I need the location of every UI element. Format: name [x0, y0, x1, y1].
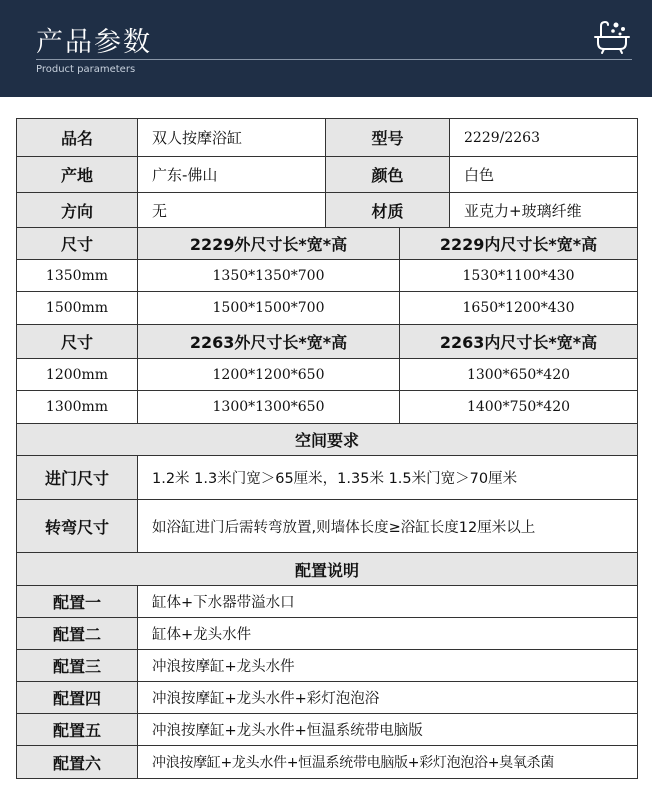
table-row	[17, 746, 637, 779]
header-cell: 尺寸	[17, 325, 138, 358]
header-cell: 2263内尺寸长*宽*高	[439, 333, 598, 352]
value-cell: 冲浪按摩缸+龙头水件	[152, 659, 295, 675]
label-cell: 品名	[17, 119, 138, 156]
value-cell: 双人按摩浴缸	[138, 119, 326, 156]
value-cell: 如浴缸进门后需转弯放置,则墙体长度≥浴缸长度12厘米以上	[152, 519, 536, 536]
label-cell: 进门尺寸	[17, 456, 138, 499]
label-cell: 配置五	[17, 714, 138, 745]
basic-info-table	[16, 118, 638, 228]
label-cell: 配置二	[17, 618, 138, 649]
table-row	[17, 119, 637, 157]
value-cell: 广东-佛山	[138, 157, 326, 192]
value-cell: 冲浪按摩缸+龙头水件+彩灯泡泡浴	[152, 691, 380, 707]
header-divider	[36, 59, 632, 60]
value-cell: 冲浪按摩缸+龙头水件+恒温系统带电脑版+彩灯泡泡浴+臭氧杀菌	[152, 755, 554, 771]
value-cell: 亚克力+玻璃纤维	[464, 201, 582, 220]
size-cell: 1350mm	[17, 260, 138, 291]
table-row	[17, 359, 637, 391]
label-cell: 方向	[17, 193, 138, 227]
value-cell: 无	[138, 193, 326, 227]
page-title: 产品参数	[36, 27, 152, 58]
section-title: 配置说明	[294, 560, 359, 580]
label-cell: 配置三	[17, 650, 138, 681]
table-row	[17, 292, 637, 325]
table-header-row	[17, 325, 637, 359]
table-row	[17, 586, 637, 618]
page-subtitle: Product parameters	[36, 64, 136, 75]
outer-size-cell: 1500*1500*700	[138, 292, 400, 324]
table-row	[17, 500, 637, 553]
table-row	[17, 650, 637, 682]
outer-size-cell: 1300*1300*650	[138, 391, 400, 423]
table-row	[17, 193, 637, 228]
header-cell: 尺寸	[17, 228, 138, 259]
config-table	[16, 552, 638, 779]
inner-size-cell: 1650*1200*430	[462, 300, 575, 316]
inner-size-cell: 1400*750*420	[466, 399, 571, 415]
size-cell: 1300mm	[17, 391, 138, 423]
section-title-row	[17, 424, 637, 456]
inner-size-cell: 1530*1100*430	[462, 267, 575, 284]
label-cell: 颜色	[326, 157, 450, 192]
value-cell: 1.2米 1.3米门宽＞65厘米，1.35米 1.5米门宽＞70厘米	[152, 471, 518, 487]
table-row	[17, 260, 637, 292]
header-cell: 2263外尺寸长*宽*高	[138, 325, 400, 358]
label-cell: 材质	[326, 193, 450, 227]
inner-size-cell: 1300*650*420	[466, 366, 571, 383]
table-row	[17, 456, 637, 500]
table-header-row	[17, 228, 637, 260]
header-cell: 2229内尺寸长*宽*高	[439, 235, 598, 254]
section-title-row	[17, 553, 637, 586]
table-row	[17, 391, 637, 424]
header-cell: 2229外尺寸长*宽*高	[138, 228, 400, 259]
size-table-2263	[16, 324, 638, 424]
value-cell: 白色	[464, 166, 495, 184]
label-cell: 转弯尺寸	[17, 500, 138, 552]
label-cell: 配置六	[17, 746, 138, 778]
outer-size-cell: 1200*1200*650	[138, 359, 400, 390]
table-row	[17, 157, 637, 193]
value-cell: 缸体+龙头水件	[152, 627, 252, 643]
value-cell: 缸体+下水器带溢水口	[152, 595, 295, 611]
value-cell: 2229/2263	[464, 129, 540, 146]
table-row	[17, 714, 637, 746]
label-cell: 产地	[17, 157, 138, 192]
section-title: 空间要求	[294, 431, 359, 450]
header-banner	[0, 0, 652, 97]
value-cell: 冲浪按摩缸+龙头水件+恒温系统带电脑版	[152, 723, 423, 739]
size-cell: 1500mm	[17, 292, 138, 324]
label-cell: 配置一	[17, 586, 138, 617]
space-requirement-table	[16, 423, 638, 553]
label-cell: 配置四	[17, 682, 138, 713]
table-row	[17, 682, 637, 714]
size-cell: 1200mm	[17, 359, 138, 390]
size-table-2229	[16, 227, 638, 325]
bathtub-icon	[592, 16, 632, 56]
label-cell: 型号	[326, 119, 450, 156]
outer-size-cell: 1350*1350*700	[138, 260, 400, 291]
table-row	[17, 618, 637, 650]
